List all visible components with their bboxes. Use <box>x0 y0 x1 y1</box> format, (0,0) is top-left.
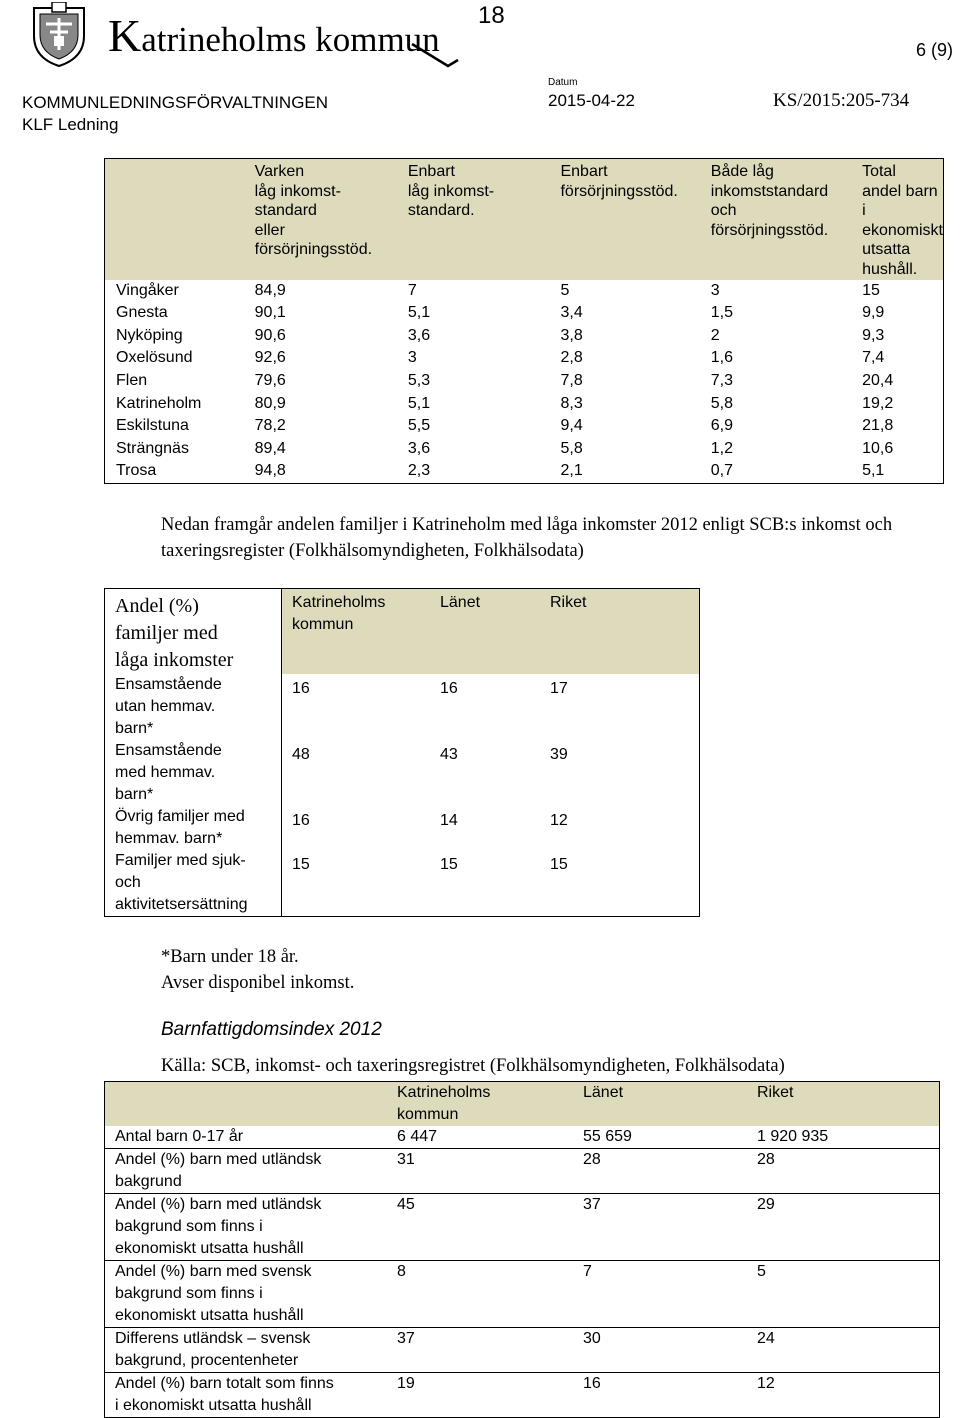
table-row <box>105 438 944 461</box>
table-cell: 5,1 <box>407 394 431 412</box>
header-cell <box>105 159 244 280</box>
table-cell: 45 <box>387 1194 573 1261</box>
row-label <box>105 1261 388 1328</box>
table-cell: 43 <box>440 746 458 763</box>
table-cell: 5,1 <box>862 462 885 480</box>
table-header-row <box>105 159 944 280</box>
table-cell: 21,8 <box>862 417 894 435</box>
table-row <box>105 325 944 348</box>
table-cell: 1,6 <box>710 349 734 367</box>
table-cell: 7,3 <box>710 371 734 389</box>
header-cell <box>430 589 540 675</box>
document-date: 2015-04-22 <box>548 91 635 110</box>
table-cell: 29 <box>747 1194 940 1261</box>
table-cell: 16 <box>292 680 310 697</box>
municipality-income-table <box>104 158 944 484</box>
municipality-name: Nyköping <box>116 326 183 344</box>
municipality-name: Trosa <box>116 462 157 480</box>
cell-line: Enbart <box>407 163 455 180</box>
cell-line: Katrineholms <box>397 1084 491 1101</box>
table-row <box>105 1149 940 1194</box>
table-cell: 7,4 <box>862 349 885 367</box>
table-row <box>105 370 944 393</box>
corner-label <box>105 589 282 675</box>
table-row <box>105 1328 940 1373</box>
table-row <box>105 460 944 483</box>
cell-line: Antal barn 0-17 år <box>115 1128 244 1145</box>
row-label <box>105 1126 388 1149</box>
child-poverty-index-table <box>104 1081 940 1418</box>
cell-line: försörjningsstöd. <box>710 221 829 239</box>
table-cell: 14 <box>440 812 458 829</box>
page-count: 6 (9) <box>916 40 954 60</box>
table-cell: 7,8 <box>560 371 583 389</box>
table-cell: 5,5 <box>407 417 431 435</box>
unit-name: KLF Ledning <box>22 115 119 134</box>
cell-line: Övrig familjer med <box>115 808 245 825</box>
footnotes <box>161 944 354 996</box>
table-cell: 1 920 935 <box>757 1128 829 1145</box>
table-row <box>105 1373 940 1418</box>
table-cell: 17 <box>550 680 568 697</box>
org-name <box>108 10 440 61</box>
table-cell: 2,8 <box>560 349 583 367</box>
cell-line: i ekonomiskt utsatta hushåll <box>115 1397 312 1414</box>
table-cell: 3,6 <box>407 439 431 457</box>
table-cell: 16 <box>573 1373 747 1418</box>
cell-line: Andel (%) barn totalt som finns <box>115 1375 334 1392</box>
cell-line: familjer med <box>115 622 218 644</box>
cell-line: Länet <box>583 1084 624 1101</box>
header-cell <box>397 159 550 280</box>
cell-line: barn* <box>115 786 154 803</box>
table-cell: 5,8 <box>710 394 734 412</box>
municipal-crest-logo <box>30 2 88 68</box>
table-cell: 12 <box>550 812 568 829</box>
municipality-name: Gnesta <box>116 304 168 322</box>
municipality-name: Eskilstuna <box>116 417 189 435</box>
cell-line: barn* <box>115 720 154 737</box>
cell-line: Ensamstående <box>115 676 222 693</box>
cell-line: Länet <box>440 594 481 611</box>
cell-line: aktivitetsersättning <box>115 896 248 913</box>
header-cell <box>573 1082 747 1127</box>
table-cell: 19 <box>387 1373 573 1418</box>
cell-line: andel barn <box>862 182 938 200</box>
cell-line: inkomststandard <box>710 182 829 200</box>
table-cell: 3 <box>710 281 720 299</box>
table-cell: 90,6 <box>254 326 286 344</box>
row-label <box>105 740 282 806</box>
cell-line: Enbart <box>560 163 608 180</box>
row-label <box>105 1373 388 1418</box>
cell-line: bakgrund som finns i <box>115 1285 263 1302</box>
table-row <box>105 393 944 416</box>
cell-line: eller <box>254 221 285 239</box>
intro-paragraph: Nedan framgår andelen familjer i Katrineholm med låga inkomster 2012 enligt SCB:s inkomst och taxeringsregister (Folkhälsomyndigheten, Folkhälsodata) <box>161 515 893 561</box>
cell-line: och <box>115 874 141 891</box>
municipality-name: Flen <box>116 371 148 389</box>
cell-line: ekonomiskt <box>862 221 943 239</box>
table-cell: 28 <box>747 1149 940 1194</box>
table-row <box>105 415 944 438</box>
table-cell: 39 <box>550 746 568 763</box>
table-row <box>105 302 944 325</box>
table-cell: 5,1 <box>407 304 431 322</box>
low-income-families-table <box>104 588 700 917</box>
department <box>22 92 328 136</box>
header-cell <box>105 1082 388 1127</box>
row-label <box>105 1149 388 1194</box>
header-cell <box>540 589 700 675</box>
table-cell: 8,3 <box>560 394 583 412</box>
cell-line: Både låg <box>710 163 774 180</box>
cell-line: bakgrund som finns i <box>115 1218 263 1235</box>
org-name-rest: atrineholms kommun <box>141 20 440 59</box>
cell-line: Total <box>862 163 896 180</box>
row-label <box>105 1194 388 1261</box>
table-cell: 24 <box>747 1328 940 1373</box>
footnote: *Barn under 18 år. <box>161 947 299 967</box>
cell-line: försörjningsstöd. <box>560 182 678 200</box>
table-cell: 28 <box>573 1149 747 1194</box>
municipality-name: Vingåker <box>116 281 179 299</box>
document-reference: KS/2015:205-734 <box>773 90 910 111</box>
page-number: 18 <box>478 2 505 29</box>
table-row <box>105 1194 940 1261</box>
cell-line: ekonomiskt utsatta hushåll <box>115 1240 304 1257</box>
table-row <box>105 850 700 917</box>
table-row <box>105 806 700 850</box>
cell-line: standard <box>254 202 317 220</box>
table-cell: 1,5 <box>710 304 734 322</box>
table-cell: 9,4 <box>560 417 583 435</box>
cell-line: standard. <box>407 202 475 220</box>
cell-line: utsatta <box>862 241 911 259</box>
cell-line: bakgrund, procentenheter <box>115 1352 299 1369</box>
table-row <box>105 1126 940 1149</box>
table-row <box>105 347 944 370</box>
cell-line: låg inkomst- <box>407 182 495 200</box>
table-cell: 20,4 <box>862 371 894 389</box>
cell-line: Varken <box>254 163 305 180</box>
table-row <box>105 674 700 740</box>
row-label <box>105 674 282 740</box>
cell-line: utan hemmav. <box>115 698 216 715</box>
header-cell <box>549 159 699 280</box>
table-cell: 90,1 <box>254 304 286 322</box>
table-cell: 0,7 <box>710 462 734 480</box>
table-cell: 8 <box>387 1261 573 1328</box>
table-cell: 48 <box>292 746 310 763</box>
header-cell <box>387 1082 573 1127</box>
cell-line: kommun <box>397 1106 459 1123</box>
table-cell: 5,3 <box>407 371 431 389</box>
table-cell: 84,9 <box>254 281 286 299</box>
cell-line: och <box>710 202 737 220</box>
brand-swoosh <box>410 40 460 72</box>
org-name-initial: K <box>108 10 142 61</box>
municipality-name: Katrineholm <box>116 394 202 412</box>
cell-line: med hemmav. <box>115 764 216 781</box>
table-cell: 15 <box>292 856 310 873</box>
row-label <box>105 806 282 850</box>
table-cell: 94,8 <box>254 462 286 480</box>
table-cell: 30 <box>573 1328 747 1373</box>
cell-line: försörjningsstöd. <box>254 241 373 259</box>
cell-line: Andel (%) barn med utländsk <box>115 1151 322 1168</box>
cell-line: bakgrund <box>115 1173 182 1190</box>
table-cell: 16 <box>292 812 310 829</box>
department-name: KOMMUNLEDNINGSFÖRVALTNINGEN <box>22 93 329 112</box>
table-cell: 78,2 <box>254 417 286 435</box>
table-cell: 92,6 <box>254 349 286 367</box>
table-body <box>105 280 944 484</box>
table-cell: 89,4 <box>254 439 286 457</box>
header-cell <box>700 159 851 280</box>
table-cell: 5 <box>560 281 570 299</box>
row-label <box>105 850 282 917</box>
cell-line: Riket <box>757 1084 794 1101</box>
table-cell: 2,3 <box>407 462 431 480</box>
table-cell: 1,2 <box>710 439 734 457</box>
cell-line: ekonomiskt utsatta hushåll <box>115 1307 304 1324</box>
table-cell: 3,8 <box>560 326 583 344</box>
table-header-row <box>105 589 700 675</box>
table-row <box>105 1261 940 1328</box>
table-cell: 79,6 <box>254 371 286 389</box>
cell-line: Katrineholms <box>292 594 386 611</box>
table-cell: 3,4 <box>560 304 583 322</box>
cell-line: hemmav. barn* <box>115 830 223 847</box>
header-cell <box>282 589 431 675</box>
table-cell: 16 <box>440 680 458 697</box>
cell-line: Andel (%) barn med utländsk <box>115 1196 322 1213</box>
table-cell: 15 <box>440 856 458 873</box>
table-cell: 3 <box>407 349 417 367</box>
municipality-name: Strängnäs <box>116 439 189 457</box>
table-cell: 9,3 <box>862 326 885 344</box>
table-cell: 31 <box>387 1149 573 1194</box>
table-header-row <box>105 1082 940 1127</box>
date-label: Datum <box>548 77 578 88</box>
table-cell: 55 659 <box>583 1128 632 1145</box>
cell-line: låg inkomst- <box>254 182 341 200</box>
table-row <box>105 280 944 303</box>
cell-line: hushåll. <box>862 260 918 278</box>
header-cell <box>747 1082 940 1127</box>
table-cell: 10,6 <box>862 439 894 457</box>
cell-line: låga inkomster <box>115 649 234 671</box>
municipality-name: Oxelösund <box>116 349 193 367</box>
table-cell: 7 <box>573 1261 747 1328</box>
cell-line: Andel (%) <box>115 595 199 617</box>
cell-line: Familjer med sjuk- <box>115 852 246 869</box>
table-cell: 12 <box>747 1373 940 1418</box>
cell-line: Andel (%) barn med svensk <box>115 1263 312 1280</box>
table-cell: 2,1 <box>560 462 583 480</box>
table-body <box>105 674 700 917</box>
footnote: Avser disponibel inkomst. <box>161 973 355 993</box>
header-cell <box>244 159 397 280</box>
table-body <box>105 1126 940 1418</box>
table-cell: 37 <box>573 1194 747 1261</box>
table-cell: 5 <box>747 1261 940 1328</box>
table-cell: 7 <box>407 281 417 299</box>
cell-line: Riket <box>550 594 587 611</box>
table-cell: 6 447 <box>397 1128 438 1145</box>
table-cell: 9,9 <box>862 304 885 322</box>
table-cell: 37 <box>387 1328 573 1373</box>
row-label <box>105 1328 388 1373</box>
table-row <box>105 740 700 806</box>
table-cell: 19,2 <box>862 394 894 412</box>
cell-line: Ensamstående <box>115 742 222 759</box>
table-cell: 5,8 <box>560 439 583 457</box>
source-note: Källa: SCB, inkomst- och taxeringsregistret (Folkhälsomyndigheten, Folkhälsodata) <box>161 1056 785 1076</box>
table-cell: 80,9 <box>254 394 286 412</box>
cell-line: Differens utländsk – svensk <box>115 1330 311 1347</box>
table-cell: 3,6 <box>407 326 431 344</box>
table-cell: 15 <box>862 281 880 299</box>
section-subtitle: Barnfattigdomsindex 2012 <box>161 1019 382 1040</box>
table-cell: 2 <box>710 326 720 344</box>
table-cell: 6,9 <box>710 417 734 435</box>
cell-line: i <box>862 202 866 220</box>
table-cell: 15 <box>550 856 568 873</box>
cell-line: kommun <box>292 616 354 633</box>
header-cell <box>851 159 943 280</box>
